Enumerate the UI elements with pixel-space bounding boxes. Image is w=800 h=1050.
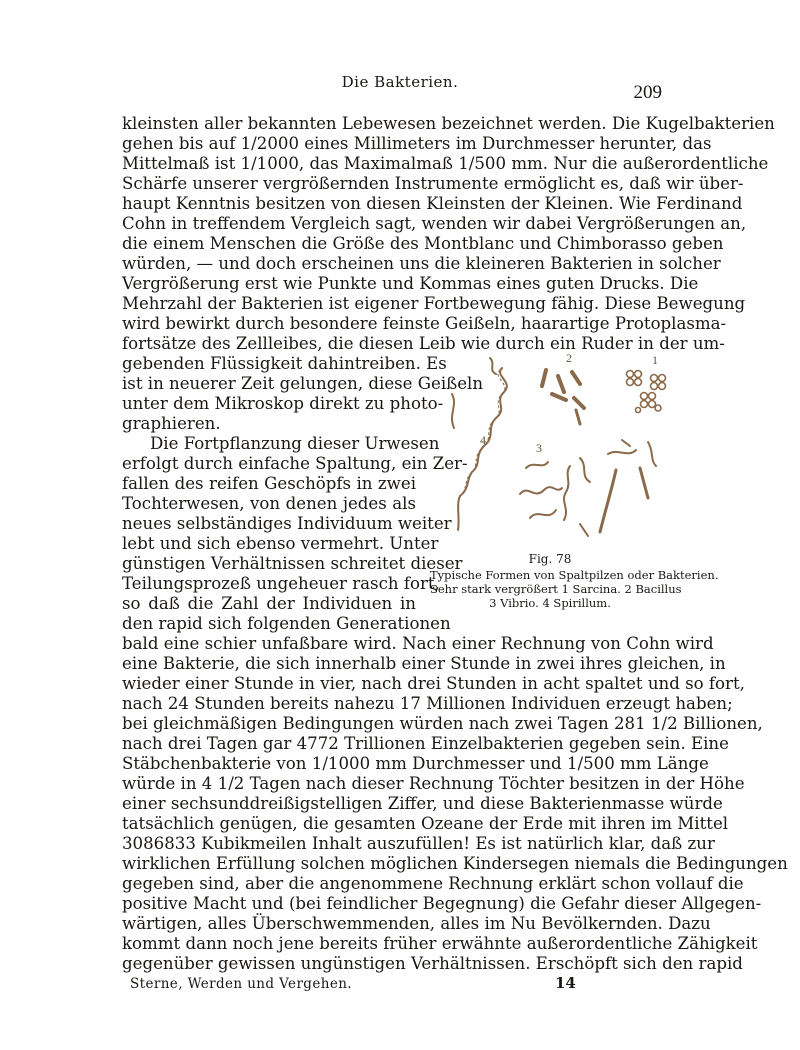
bacteria-illustration (430, 348, 670, 548)
body-line: wirklichen Erfüllung solchen möglichen Kindersegen niemals die Bedingungen (122, 854, 788, 873)
spirillum-shape (458, 368, 507, 530)
side-line: Die Fortpflanzung dieser Urwesen (150, 434, 440, 453)
body-line: kommt dann noch jene bereits früher erwähnte außerordentliche Zähigkeit (122, 934, 758, 953)
body-line: Stäbchenbakterie von 1/1000 mm Durchmesser und 1/500 mm Länge (122, 754, 709, 773)
side-line: fallen des reifen Geschöpfs in zwei (122, 474, 416, 493)
running-head: Die Bakterien. (341, 73, 459, 91)
body-line: Vergrößerung erst wie Punkte und Kommas eines guten Drucks. Die (122, 274, 699, 293)
footer-sheet-number: 14 (555, 974, 576, 992)
body-line: würde in 4 1/2 Tagen nach dieser Rechnung Töchter besitzen in der Höhe (122, 774, 745, 793)
page-number: 209 (633, 82, 662, 103)
body-line: 3086833 Kubikmeilen Inhalt auszufüllen! Es ist natürlich klar, daß zur (122, 834, 715, 853)
figure-number-label: 3 (536, 441, 542, 455)
body-line: gegenüber gewissen ungünstigen Verhältnissen. Erschöpft sich den rapid (122, 954, 743, 973)
body-line: wird bewirkt durch besondere feinste Geißeln, haarartige Protoplasma- (122, 314, 727, 333)
body-line: wärtigen, alles Überschwemmenden, alles im Nu Bevölkernden. Dazu (122, 914, 711, 933)
sarcina-shape (627, 371, 666, 413)
footer-signature: Sterne, Werden und Vergehen. (130, 976, 352, 992)
body-line: nach drei Tagen gar 4772 Trillionen Einzelbakterien gegeben sein. Eine (122, 734, 729, 753)
bacillus-shape (542, 370, 546, 386)
figure-caption-line: Sehr stark vergrößert 1 Sarcina. 2 Bacillus (430, 582, 682, 596)
body-line: Cohn in treffendem Vergleich sagt, wenden wir dabei Vergrößerungen an, (122, 214, 747, 233)
figure-caption-line: Typische Formen von Spaltpilzen oder Bakterien. (430, 568, 719, 582)
body-line: positive Macht und (bei feindlicher Begegnung) die Gefahr dieser Allgegen- (122, 894, 762, 913)
body-line: haupt Kenntnis besitzen von diesen Kleinsten der Kleinen. Wie Ferdinand (122, 194, 743, 213)
vibrio-shape (526, 462, 548, 468)
figure-label: Fig. 78 (528, 552, 572, 566)
side-line: den rapid sich folgenden Generationen (122, 614, 451, 633)
side-line: lebt und sich ebenso vermehrt. Unter (122, 534, 439, 553)
side-line: gebenden Flüssigkeit dahintreiben. Es (122, 354, 447, 373)
body-line: die einem Menschen die Größe des Montblanc und Chimborasso geben (122, 234, 724, 253)
body-line: gegeben sind, aber die angenommene Rechnung erklärt schon vollauf die (122, 874, 744, 893)
side-line: ist in neuerer Zeit gelungen, diese Geißeln (122, 374, 484, 393)
side-line: Teilungsprozeß ungeheuer rasch fort, (122, 574, 440, 593)
body-line: fortsätze des Zellleibes, die diesen Leib wie durch ein Ruder in der um- (122, 334, 725, 353)
body-line: eine Bakterie, die sich innerhalb einer Stunde in zwei ihres gleichen, in (122, 654, 726, 673)
side-line: erfolgt durch einfache Spaltung, ein Zer- (122, 454, 468, 473)
side-line: Tochterwesen, von denen jedes als (122, 494, 416, 513)
body-line: Schärfe unserer vergrößernden Instrumente ermöglicht es, daß wir über- (122, 174, 744, 193)
side-line: günstigen Verhältnissen schreitet dieser (122, 554, 463, 573)
side-line: unter dem Mikroskop direkt zu photo- (122, 394, 444, 413)
body-line: gehen bis auf 1/2000 eines Millimeters im Durchmesser herunter, das (122, 134, 712, 153)
figure-number-label: 2 (566, 351, 572, 365)
body-line: einer sechsunddreißigstelligen Ziffer, und diese Bakterienmasse würde (122, 794, 723, 813)
body-line: bei gleichmäßigen Bedingungen würden nach zwei Tagen 281 1/2 Billionen, (122, 714, 763, 733)
figure-number-label: 4 (480, 433, 486, 447)
body-line: wieder einer Stunde in vier, nach drei Stunden in acht spaltet und so fort, (122, 674, 745, 693)
body-line: Mittelmaß ist 1/1000, das Maximalmaß 1/500 mm. Nur die außerordentliche (122, 154, 769, 173)
figure-number-label: 1 (652, 353, 658, 367)
side-line: graphieren. (122, 414, 221, 433)
body-line: kleinsten aller bekannten Lebewesen bezeichnet werden. Die Kugelbakterien (122, 114, 775, 133)
bacteria-figure (430, 348, 719, 610)
body-line: würden, — und doch erscheinen uns die kleineren Bakterien in solcher (122, 254, 721, 273)
body-line: nach 24 Stunden bereits nahezu 17 Millionen Individuen erzeugt haben; (122, 694, 733, 713)
side-line: neues selbständiges Individuum weiter (122, 514, 452, 533)
body-line: tatsächlich genügen, die gesamten Ozeane der Erde mit ihren im Mittel (122, 814, 729, 833)
body-line: bald eine schier unfaßbare wird. Nach einer Rechnung von Cohn wird (122, 634, 714, 653)
figure-caption-line: 3 Vibrio. 4 Spirillum. (489, 596, 611, 610)
body-line: Mehrzahl der Bakterien ist eigener Fortbewegung fähig. Diese Bewegung (122, 294, 746, 313)
side-line: so daß die Zahl der Individuen in (122, 594, 416, 613)
